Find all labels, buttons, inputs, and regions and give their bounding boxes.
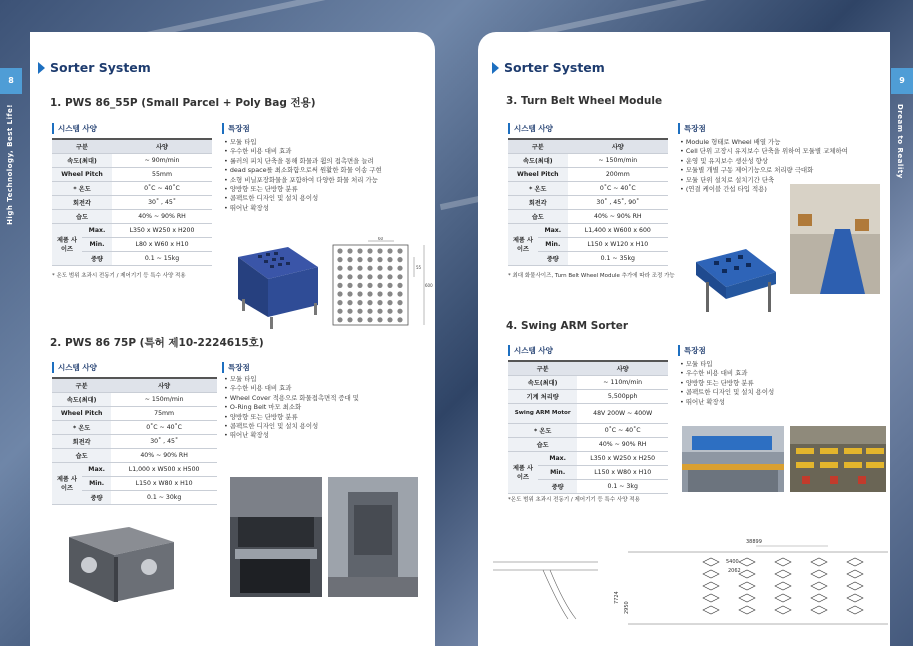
right-page bbox=[478, 32, 890, 646]
wheel-dot bbox=[347, 257, 352, 262]
list-item: • 양방향 또는 단방향 분류 bbox=[224, 413, 429, 422]
swing-arm-mark bbox=[703, 594, 719, 602]
swing-arm-mark bbox=[703, 570, 719, 578]
wheel-dot bbox=[387, 283, 392, 288]
wheel-dot bbox=[337, 257, 342, 262]
swing-arm-mark bbox=[739, 558, 755, 566]
list-item: • 모듈 단위 설치로 설치기간 단축 bbox=[680, 176, 885, 185]
table-row: 제품 사이즈 Max. L1,000 x W500 x H500 bbox=[52, 462, 217, 476]
list-item: • Cell 단위 고장시 유지보수 단축을 위하여 모듈별 교체하여 bbox=[680, 147, 885, 156]
wheel-dot bbox=[377, 248, 382, 253]
table-row: 습도 40% ~ 90% RH bbox=[508, 437, 668, 451]
table-row: 회전각 30˚ , 45˚ bbox=[52, 434, 217, 448]
dim-label: 600 bbox=[425, 283, 433, 288]
s4-photo-arms bbox=[790, 426, 886, 492]
list-item: • 뛰어난 확장성 bbox=[224, 204, 429, 213]
s2-photo-machine bbox=[230, 477, 322, 597]
s4-technical-drawing bbox=[488, 514, 888, 639]
table-row: 습도 40% ~ 90% RH bbox=[52, 448, 217, 462]
side-label-left: High Technology, Best Life! bbox=[6, 104, 14, 225]
s1-note: * 온도 범위 초과시 전동기 / 제어기기 등 특수 사양 적용 bbox=[52, 273, 186, 279]
s2-product-image bbox=[54, 517, 194, 612]
wheel-dot bbox=[337, 317, 342, 322]
list-item: • 소형 비닐포장화물을 포함하여 다양한 화물 처리 가능 bbox=[224, 176, 429, 185]
wheel-dot bbox=[377, 266, 382, 271]
swing-arm-mark bbox=[739, 606, 755, 614]
list-item: • 뛰어난 확장성 bbox=[224, 431, 429, 440]
section-3-heading: 3. Turn Belt Wheel Module bbox=[506, 95, 663, 107]
s4-photo-line bbox=[682, 426, 784, 492]
wheel-dot bbox=[337, 300, 342, 305]
left-page-title: Sorter System bbox=[38, 60, 151, 75]
wheel-dot bbox=[377, 300, 382, 305]
wheel-dot bbox=[367, 283, 372, 288]
table-row: Min. L150 x W120 x H10 bbox=[508, 237, 668, 251]
table-row: Min. L80 x W60 x H10 bbox=[52, 237, 212, 251]
s1-feature-list bbox=[224, 138, 429, 213]
s1-feature-label: 특장점 bbox=[222, 123, 250, 134]
wheel-dot bbox=[387, 317, 392, 322]
dim-label: 38899 bbox=[746, 539, 762, 545]
wheel-dot bbox=[357, 309, 362, 314]
table-row: Wheel Pitch 55mm bbox=[52, 167, 212, 181]
table-row: * 온도 0˚C ~ 40˚C bbox=[508, 181, 668, 195]
dim-label: 5400 bbox=[726, 559, 739, 565]
dim-label: 7724 bbox=[614, 591, 620, 604]
list-item: • 모듈별 개별 구동 제어기능으로 처리량 극대화 bbox=[680, 166, 885, 175]
table-row: * 온도 0˚C ~ 40˚C bbox=[508, 423, 668, 437]
wheel-dot bbox=[377, 291, 382, 296]
s3-note: * 최대 화물사이즈, Turn Belt Wheel Module 추가에 따라 조정 가능 bbox=[508, 273, 675, 279]
table-row: 속도(최대) ~ 110m/min bbox=[508, 375, 668, 389]
wheel-dot bbox=[397, 257, 402, 262]
wheel-dot bbox=[357, 274, 362, 279]
table-row: 회전각 30˚ , 45˚ bbox=[52, 195, 212, 209]
wheel-dot bbox=[397, 248, 402, 253]
list-item: • Wheel Cover 적용으로 화물접촉면적 증대 및 bbox=[224, 394, 429, 403]
wheel-dot bbox=[377, 283, 382, 288]
swing-arm-mark bbox=[739, 582, 755, 590]
swing-arm-mark bbox=[775, 594, 791, 602]
s4-feature-label: 특장점 bbox=[678, 345, 706, 356]
page-number-left: 8 bbox=[0, 68, 22, 94]
section-4-heading: 4. Swing ARM Sorter bbox=[506, 320, 629, 332]
wheel-dot bbox=[397, 266, 402, 271]
right-page-title: Sorter System bbox=[492, 60, 605, 75]
s1-spec-label: 시스템 사양 bbox=[52, 123, 97, 134]
s2-spec-label: 시스템 사양 bbox=[52, 362, 97, 373]
wheel-dot bbox=[347, 283, 352, 288]
wheel-dot bbox=[337, 248, 342, 253]
list-item: • 모듈 타입 bbox=[680, 360, 885, 369]
s4-feature-list bbox=[680, 360, 885, 407]
swing-arm-mark bbox=[739, 570, 755, 578]
wheel-dot bbox=[347, 309, 352, 314]
swing-arm-mark bbox=[775, 582, 791, 590]
list-item: • 뛰어난 확장성 bbox=[680, 398, 885, 407]
wheel-dot bbox=[387, 309, 392, 314]
table-row: 제품 사이즈 Max. L350 x W250 x H200 bbox=[52, 223, 212, 237]
wheel-dot bbox=[377, 274, 382, 279]
table-row: 회전각 30˚ , 45˚, 90˚ bbox=[508, 195, 668, 209]
dim-label: 60 bbox=[378, 237, 384, 241]
side-label-right: Dream to Reality bbox=[896, 104, 904, 179]
s4-note: *온도 범위 초과시 전동기 / 제어기기 등 특수 사양 적용 bbox=[508, 497, 640, 503]
list-item: • Module 형태로 Wheel 배열 가능 bbox=[680, 138, 885, 147]
wheel-dot bbox=[377, 317, 382, 322]
page-number-right: 9 bbox=[891, 68, 913, 94]
s2-photo-installation bbox=[328, 477, 418, 597]
wheel-dot bbox=[377, 257, 382, 262]
wheel-dot bbox=[387, 248, 392, 253]
wheel-dot bbox=[357, 283, 362, 288]
table-row: 기계 처리량 5,500pph bbox=[508, 389, 668, 403]
table-row: Min. L150 x W80 x H10 bbox=[508, 465, 668, 479]
swing-arm-mark bbox=[775, 558, 791, 566]
table-row: Swing ARM Motor 48V 200W ~ 400W bbox=[508, 403, 668, 423]
wheel-dot bbox=[387, 291, 392, 296]
list-item: • 롤러의 피치 단축을 통해 화물과 휠의 접촉면을 늘려 bbox=[224, 157, 429, 166]
list-item: • 운영 및 유지보수 생산성 향상 bbox=[680, 157, 885, 166]
table-row: 속도(최대) ~ 150m/min bbox=[52, 392, 217, 406]
wheel-dot bbox=[387, 274, 392, 279]
list-item: • dead space를 최소화함으로써 원활한 화물 이송 구현 bbox=[224, 166, 429, 175]
wheel-dot bbox=[397, 274, 402, 279]
table-row: 속도(최대) ~ 150m/min bbox=[508, 153, 668, 167]
list-item: • 콤팩트한 디자인 및 설치 용이성 bbox=[680, 388, 885, 397]
table-row: Min. L150 x W80 x H10 bbox=[52, 476, 217, 490]
wheel-dot bbox=[367, 291, 372, 296]
wheel-dot bbox=[347, 291, 352, 296]
table-row: 제품 사이즈 Max. L350 x W250 x H250 bbox=[508, 451, 668, 465]
s1-technical-drawing bbox=[328, 237, 433, 332]
table-row: Wheel Pitch 75mm bbox=[52, 406, 217, 420]
wheel-dot bbox=[347, 274, 352, 279]
s3-spec-table: 구분 사양 속도(최대) ~ 150m/min Wheel Pitch 200mm * 온도 0˚C ~ 40˚C 회전각 30˚ , 45˚, 90˚ 습도 40% ~ 90% RH 제품 사이즈 Max. L1,400 x W600 x 600 Min. L150 x W120 x H10 중량 0.1 ~ 35kg bbox=[508, 138, 668, 266]
table-row: Wheel Pitch 200mm bbox=[508, 167, 668, 181]
wheel-dot bbox=[387, 300, 392, 305]
list-item: • (연결 케이블 간섭 타입 적용) bbox=[680, 185, 885, 194]
list-item: • 우수한 비용 대비 효과 bbox=[224, 147, 429, 156]
wheel-dot bbox=[397, 283, 402, 288]
wheel-dot bbox=[347, 248, 352, 253]
s4-spec-label: 시스템 사양 bbox=[508, 345, 553, 356]
wheel-dot bbox=[337, 291, 342, 296]
s1-product-image bbox=[228, 237, 323, 332]
wheel-dot bbox=[367, 266, 372, 271]
table-row: * 온도 0˚C ~ 40˚C bbox=[52, 181, 212, 195]
wheel-dot bbox=[337, 309, 342, 314]
wheel-dot bbox=[367, 257, 372, 262]
table-row: 습도 40% ~ 90% RH bbox=[508, 209, 668, 223]
list-item: • 우수한 비용 대비 효과 bbox=[680, 369, 885, 378]
swing-arm-mark bbox=[811, 582, 827, 590]
wheel-dot bbox=[397, 317, 402, 322]
wheel-dot bbox=[377, 309, 382, 314]
list-item: • 콤팩트한 디자인 및 설치 용이성 bbox=[224, 194, 429, 203]
wheel-dot bbox=[397, 309, 402, 314]
swing-arm-mark bbox=[703, 606, 719, 614]
s4-spec-table: 구분 사양 속도(최대) ~ 110m/min 기계 처리량 5,500pph Swing ARM Motor 48V 200W ~ 400W * 온도 0˚C ~ 40˚C 습도 40% ~ 90% RH 제품 사이즈 Max. L350 x W250 x H250 Min. L150 x W80 x H10 중량 0.1 ~ 3kg bbox=[508, 360, 668, 494]
swing-arm-mark bbox=[811, 606, 827, 614]
table-row: 중량 0.1 ~ 15kg bbox=[52, 251, 212, 265]
swing-arm-mark bbox=[703, 558, 719, 566]
s2-feature-list bbox=[224, 375, 429, 441]
s3-feature-label: 특장점 bbox=[678, 123, 706, 134]
list-item: • O-Ring Belt 마모 최소화 bbox=[224, 403, 429, 412]
wheel-dot bbox=[357, 257, 362, 262]
table-row: 속도(최대) ~ 90m/min bbox=[52, 153, 212, 167]
left-page bbox=[30, 32, 435, 646]
s3-spec-label: 시스템 사양 bbox=[508, 123, 553, 134]
wheel-dot bbox=[337, 274, 342, 279]
dim-label: 2950 bbox=[624, 601, 630, 614]
title-arrow-icon bbox=[492, 62, 499, 74]
swing-arm-mark bbox=[775, 570, 791, 578]
wheel-dot bbox=[357, 317, 362, 322]
wheel-dot bbox=[337, 266, 342, 271]
wheel-dot bbox=[367, 317, 372, 322]
swing-arm-mark bbox=[847, 606, 863, 614]
swing-arm-mark bbox=[811, 558, 827, 566]
swing-arm-mark bbox=[703, 582, 719, 590]
s3-product-image bbox=[686, 237, 781, 322]
table-row: 중량 0.1 ~ 35kg bbox=[508, 251, 668, 265]
wheel-dot bbox=[367, 248, 372, 253]
s2-spec-table: 구분 사양 속도(최대) ~ 150m/min Wheel Pitch 75mm * 온도 0˚C ~ 40˚C 회전각 30˚ , 45˚ 습도 40% ~ 90% RH 제품 사이즈 Max. L1,000 x W500 x H500 Min. L150 x W80 x H10 중량 0.1 ~ 30kg bbox=[52, 377, 217, 505]
wheel-dot bbox=[357, 266, 362, 271]
list-item: • 양방향 또는 단방향 분류 bbox=[224, 185, 429, 194]
swing-arm-mark bbox=[847, 594, 863, 602]
wheel-dot bbox=[367, 300, 372, 305]
s1-spec-table: 구분 사양 속도(최대) ~ 90m/min Wheel Pitch 55mm * 온도 0˚C ~ 40˚C 회전각 30˚ , 45˚ 습도 40% ~ 90% RH 제품 사이즈 Max. L350 x W250 x H200 Min. L80 x W60 x H10 중량 0.1 ~ 15kg bbox=[52, 138, 212, 266]
dim-label: 55 bbox=[416, 265, 422, 270]
list-item: • 모듈 타입 bbox=[224, 138, 429, 147]
list-item: • 콤팩트한 디자인 및 설치 용이성 bbox=[224, 422, 429, 431]
swing-arm-mark bbox=[847, 570, 863, 578]
table-row: 습도 40% ~ 90% RH bbox=[52, 209, 212, 223]
list-item: • 모듈 타입 bbox=[224, 375, 429, 384]
swing-arm-mark bbox=[775, 606, 791, 614]
swing-arm-mark bbox=[847, 558, 863, 566]
title-arrow-icon bbox=[38, 62, 45, 74]
wheel-dot bbox=[397, 300, 402, 305]
wheel-dot bbox=[347, 317, 352, 322]
wheel-dot bbox=[357, 248, 362, 253]
table-row: 중량 0.1 ~ 3kg bbox=[508, 479, 668, 493]
dim-label: 2062 bbox=[728, 568, 741, 574]
wheel-dot bbox=[337, 283, 342, 288]
s2-feature-label: 특장점 bbox=[222, 362, 250, 373]
table-row: 중량 0.1 ~ 30kg bbox=[52, 490, 217, 504]
wheel-dot bbox=[387, 266, 392, 271]
swing-arm-mark bbox=[811, 594, 827, 602]
wheel-dot bbox=[347, 300, 352, 305]
table-row: 제품 사이즈 Max. L1,400 x W600 x 600 bbox=[508, 223, 668, 237]
wheel-dot bbox=[357, 300, 362, 305]
wheel-dot bbox=[367, 274, 372, 279]
section-2-heading: 2. PWS 86 75P (특허 제10-2224615호) bbox=[50, 337, 264, 349]
swing-arm-mark bbox=[847, 582, 863, 590]
list-item: • 우수한 비용 대비 효과 bbox=[224, 384, 429, 393]
wheel-dot bbox=[357, 291, 362, 296]
swing-arm-mark bbox=[811, 570, 827, 578]
wheel-dot bbox=[397, 291, 402, 296]
wheel-dot bbox=[387, 257, 392, 262]
table-row: * 온도 0˚C ~ 40˚C bbox=[52, 420, 217, 434]
list-item: • 양방향 또는 단방향 분류 bbox=[680, 379, 885, 388]
wheel-dot bbox=[347, 266, 352, 271]
section-1-heading: 1. PWS 86_55P (Small Parcel + Poly Bag 전용) bbox=[50, 97, 316, 109]
s3-photo-installation bbox=[790, 184, 880, 294]
wheel-dot bbox=[367, 309, 372, 314]
swing-arm-mark bbox=[739, 594, 755, 602]
